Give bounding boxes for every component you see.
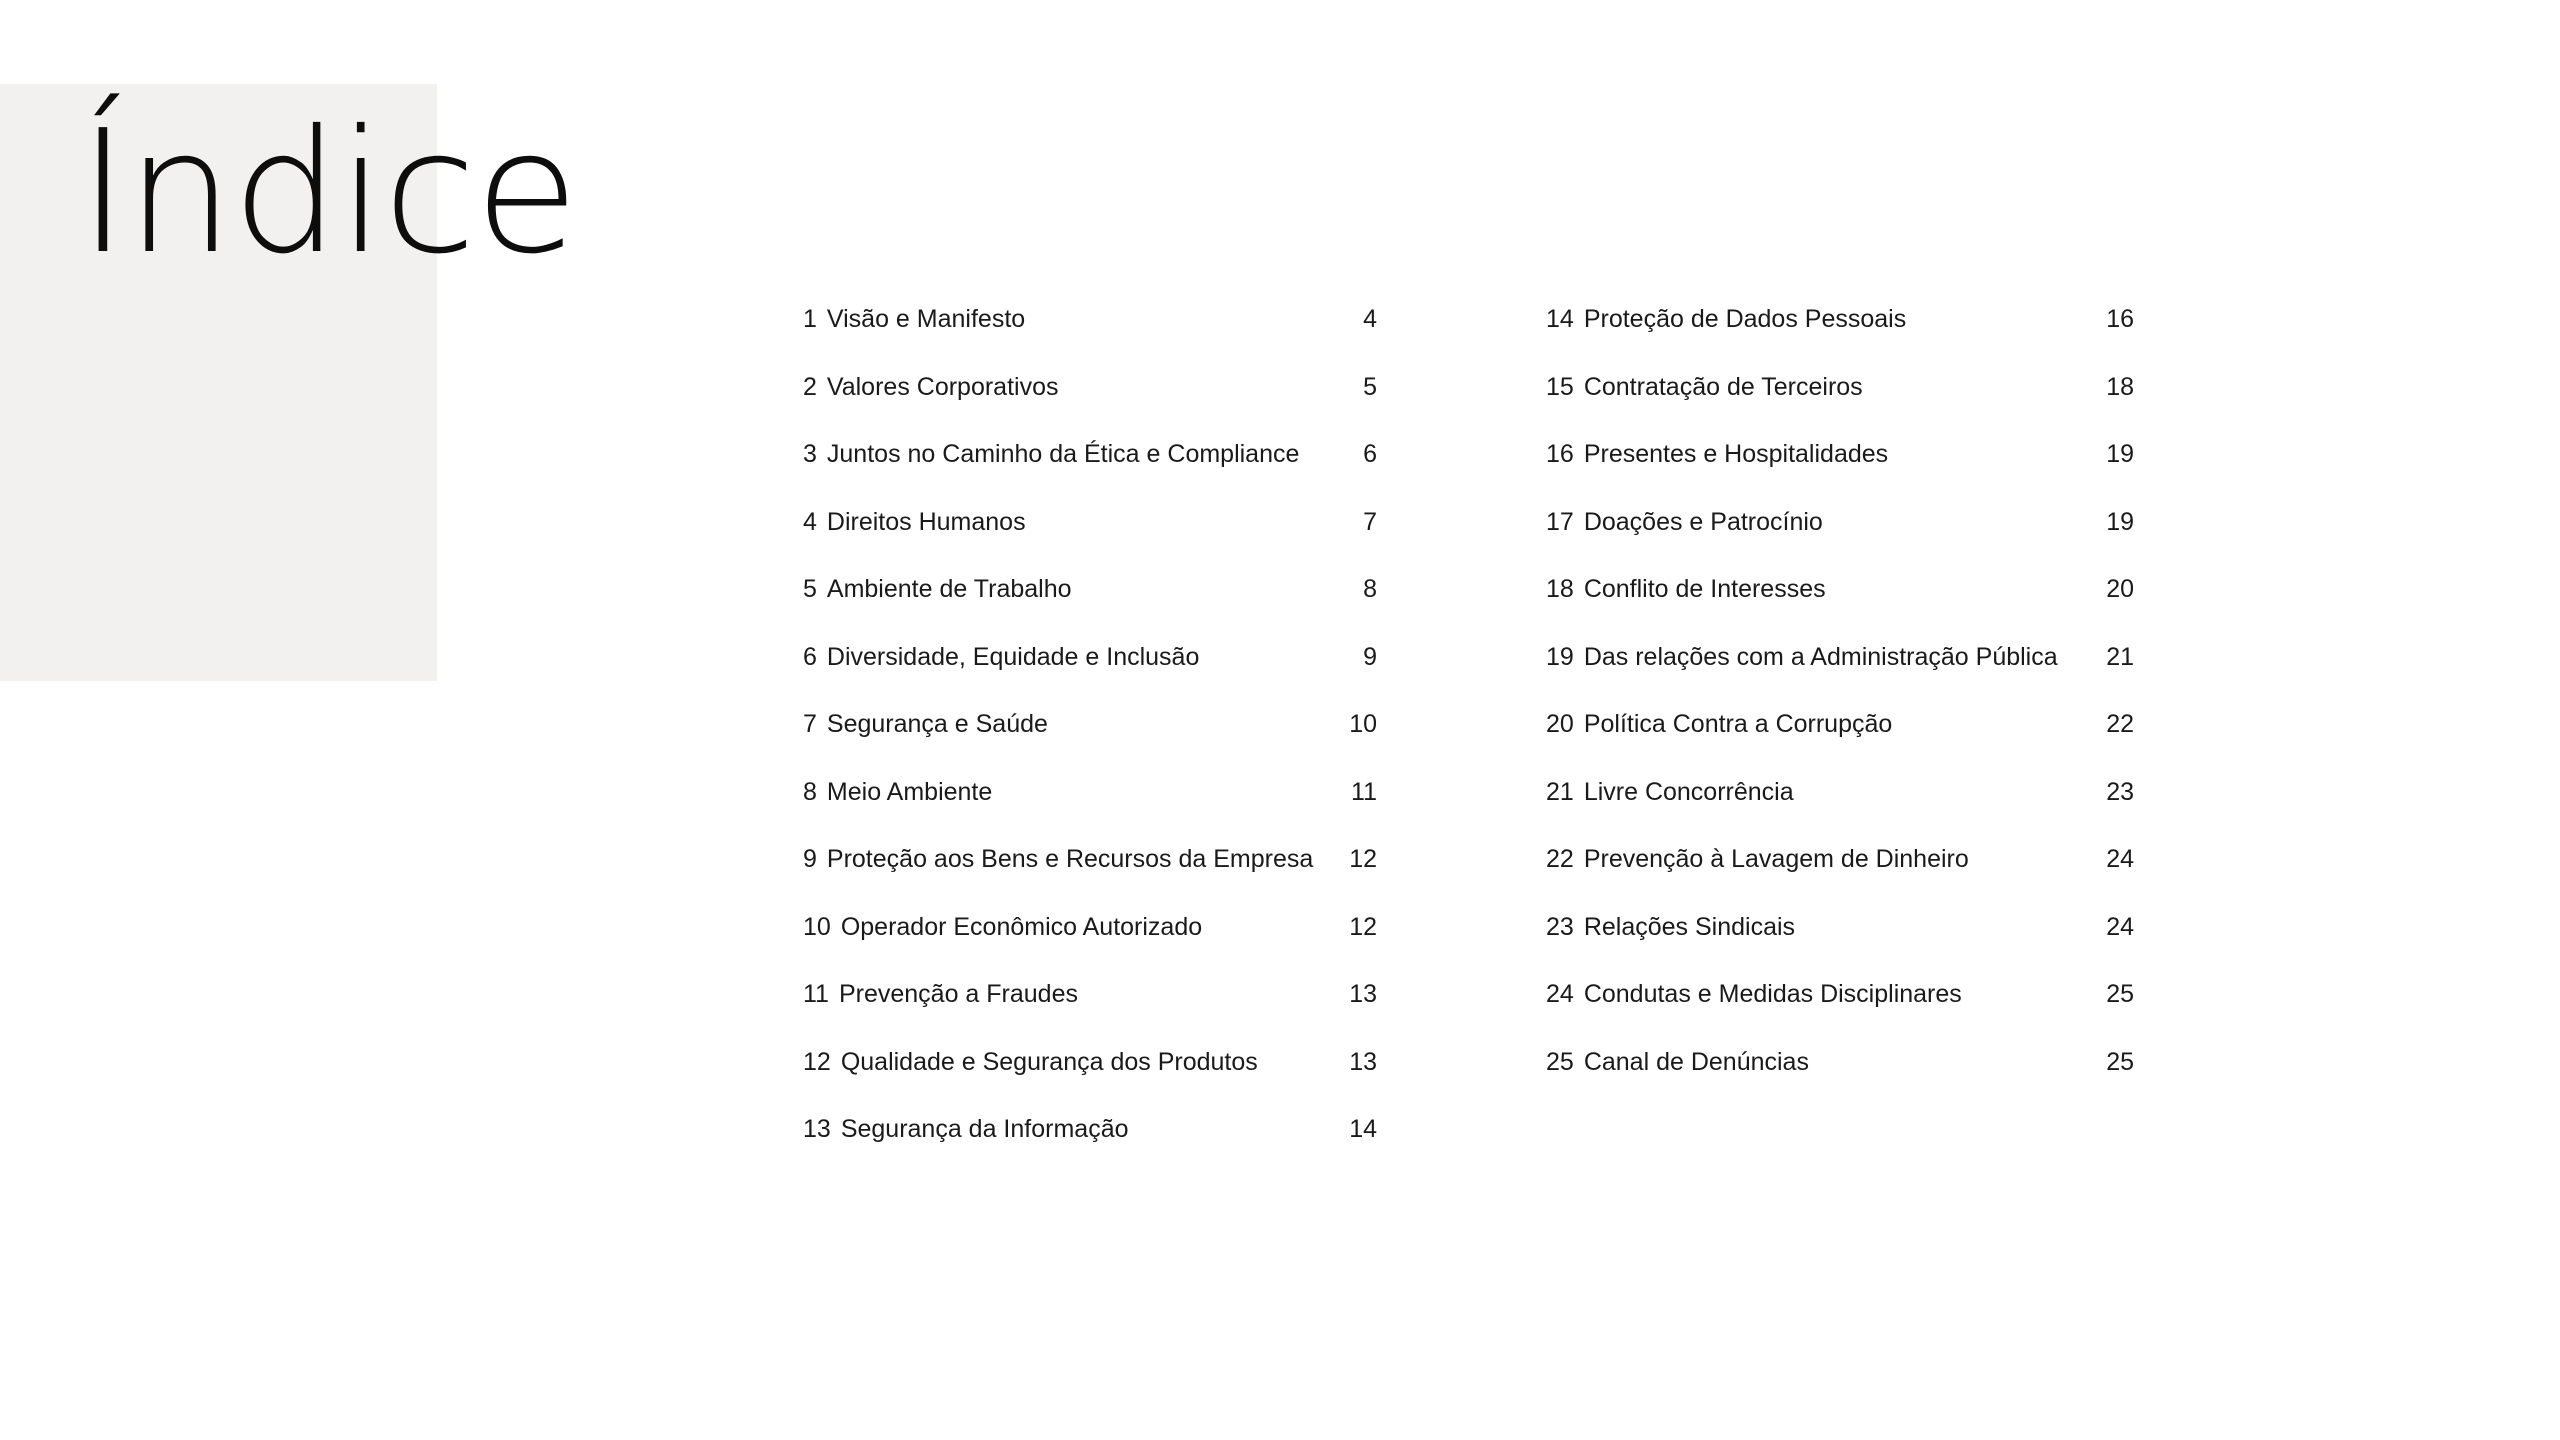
toc-entry[interactable] — [1546, 759, 2134, 827]
toc-entry-page: 24 — [2106, 845, 2134, 874]
toc-entry-label — [1546, 982, 1962, 1007]
toc-entry-label — [803, 507, 1026, 536]
toc-entry[interactable] — [1546, 354, 2134, 422]
toc-entry-label — [803, 982, 1078, 1007]
toc-entry[interactable] — [1546, 624, 2134, 692]
toc-entry-page: 19 — [2106, 507, 2134, 536]
toc-entry-number: 13 — [803, 1115, 831, 1144]
toc-entry-number: 5 — [803, 575, 817, 604]
toc-entry-page: 13 — [1349, 1047, 1377, 1076]
toc-entry-label — [1546, 847, 1969, 872]
toc-entry-number: 9 — [803, 845, 817, 874]
toc-entry-page: 23 — [2106, 777, 2134, 806]
toc-entry[interactable] — [1546, 1029, 2134, 1097]
toc-entry-text: Ambiente de Trabalho — [826, 575, 1072, 604]
toc-entry-number: 7 — [803, 710, 817, 739]
toc-entry-number: 23 — [1546, 912, 1574, 941]
toc-entry-page: 10 — [1349, 710, 1377, 739]
toc-entry-number: 15 — [1546, 372, 1574, 401]
toc-entry-text: Livre Concorrência — [1583, 777, 1794, 806]
toc-entry[interactable] — [1546, 286, 2134, 354]
toc-entry-page: 18 — [2106, 372, 2134, 401]
toc-entry-label — [803, 712, 1048, 737]
toc-entry[interactable] — [1546, 421, 2134, 489]
toc-entry-page: 7 — [1363, 507, 1377, 536]
toc-entry-number: 25 — [1546, 1047, 1574, 1076]
toc-entry-page: 5 — [1363, 372, 1377, 401]
toc-entry-label — [803, 912, 1203, 941]
toc-entry-label — [1546, 642, 2058, 671]
toc-entry[interactable] — [803, 354, 1377, 422]
toc-entry-text: Contratação de Terceiros — [1583, 372, 1863, 401]
toc-entry-page: 21 — [2106, 642, 2134, 671]
toc-entry-page: 20 — [2106, 575, 2134, 604]
toc-entry-label — [803, 642, 1200, 671]
toc-right-column — [1546, 286, 2134, 1096]
toc-entry-text: Proteção de Dados Pessoais — [1583, 305, 1907, 334]
toc-entry-number: 24 — [1546, 980, 1574, 1009]
toc-entry-label — [1546, 307, 1906, 332]
toc-entry-page: 16 — [2106, 305, 2134, 334]
toc-entry-text: Direitos Humanos — [826, 507, 1026, 536]
toc-entry-number: 17 — [1546, 507, 1574, 536]
toc-entry-number: 16 — [1546, 440, 1574, 469]
toc-entry-label — [803, 1047, 1258, 1076]
toc-entry-text: Diversidade, Equidade e Inclusão — [826, 642, 1200, 671]
toc-entry-label — [1546, 777, 1794, 806]
toc-entry[interactable] — [803, 1096, 1377, 1164]
toc-entry-text: Juntos no Caminho da Ética e Compliance — [826, 440, 1300, 469]
toc-entry-number: 2 — [803, 372, 817, 401]
toc-entry[interactable] — [803, 759, 1377, 827]
toc-entry-number: 21 — [1546, 777, 1574, 806]
toc-entry-label — [1546, 912, 1796, 941]
toc-entry-text: Meio Ambiente — [826, 777, 993, 806]
toc-entry[interactable] — [1546, 691, 2134, 759]
toc-entry-text: Conflito de Interesses — [1583, 575, 1826, 604]
toc-entry-text: Política Contra a Corrupção — [1583, 710, 1893, 739]
toc-entry-page: 25 — [2106, 1047, 2134, 1076]
toc-entry-label — [1546, 577, 1826, 602]
toc-entry[interactable] — [803, 286, 1377, 354]
toc-entry[interactable] — [803, 1029, 1377, 1097]
toc-entry-text: Relações Sindicais — [1583, 912, 1796, 941]
toc-entry-page: 6 — [1363, 440, 1377, 469]
toc-entry[interactable] — [803, 894, 1377, 962]
toc-entry-text: Das relações com a Administração Pública — [1583, 642, 2058, 671]
toc-entry-number: 10 — [803, 912, 831, 941]
toc-entry-number: 12 — [803, 1047, 831, 1076]
toc-entry-number: 22 — [1546, 845, 1574, 874]
toc-entry-number: 18 — [1546, 575, 1574, 604]
toc-entry-text: Segurança e Saúde — [826, 710, 1048, 739]
toc-entry-label — [1546, 442, 1888, 467]
toc-entry[interactable] — [803, 489, 1377, 557]
toc-entry-page: 25 — [2106, 980, 2134, 1009]
toc-entry-number: 3 — [803, 440, 817, 469]
toc-entry-text: Prevenção a Fraudes — [838, 980, 1078, 1009]
toc-entry-label — [1546, 712, 1892, 737]
toc-entry[interactable] — [1546, 826, 2134, 894]
toc-left-column — [803, 286, 1377, 1164]
toc-entry-number: 20 — [1546, 710, 1574, 739]
toc-entry-label — [803, 1117, 1129, 1142]
toc-entry-label — [1546, 507, 1823, 536]
page-title: Índice — [78, 94, 578, 292]
toc-entry[interactable] — [803, 691, 1377, 759]
toc-entry-page: 4 — [1363, 305, 1377, 334]
toc-entry[interactable] — [803, 624, 1377, 692]
toc-entry-number: 4 — [803, 507, 817, 536]
toc-entry-text: Segurança da Informação — [840, 1115, 1129, 1144]
toc-entry-label — [1546, 1047, 1809, 1076]
toc-entry-text: Proteção aos Bens e Recursos da Empresa — [826, 845, 1314, 874]
toc-entry[interactable] — [1546, 556, 2134, 624]
toc-entry-label — [803, 307, 1025, 332]
toc-entry-label — [803, 847, 1313, 872]
toc-entry-page: 11 — [1351, 777, 1377, 806]
toc-entry-number: 6 — [803, 642, 817, 671]
toc-entry-text: Visão e Manifesto — [826, 305, 1026, 334]
toc-entry[interactable] — [803, 556, 1377, 624]
toc-entry-text: Prevenção à Lavagem de Dinheiro — [1583, 845, 1969, 874]
toc-entry-page: 22 — [2106, 710, 2134, 739]
toc-entry-number: 8 — [803, 777, 817, 806]
toc-entry-page: 19 — [2106, 440, 2134, 469]
toc-entry-label — [1546, 372, 1863, 401]
toc-entry-page: 8 — [1363, 575, 1377, 604]
toc-entry[interactable] — [803, 421, 1377, 489]
toc-entry-label — [803, 442, 1299, 467]
toc-entry-text: Valores Corporativos — [826, 372, 1059, 401]
toc-entry-text: Operador Econômico Autorizado — [840, 912, 1203, 941]
toc-entry-page: 9 — [1363, 642, 1377, 671]
toc-entry-text: Canal de Denúncias — [1583, 1047, 1809, 1076]
toc-entry-number: 11 — [803, 980, 829, 1009]
toc-entry-label — [803, 577, 1072, 602]
toc-entry-page: 12 — [1349, 912, 1377, 941]
toc-entry-page: 13 — [1349, 980, 1377, 1009]
toc-entry-text: Condutas e Medidas Disciplinares — [1583, 980, 1962, 1009]
toc-entry-page: 12 — [1349, 845, 1377, 874]
toc-entry[interactable] — [1546, 489, 2134, 557]
toc-entry[interactable] — [803, 961, 1377, 1029]
toc-entry[interactable] — [803, 826, 1377, 894]
toc-entry-number: 19 — [1546, 642, 1574, 671]
toc-entry[interactable] — [1546, 961, 2134, 1029]
toc-entry-label — [803, 777, 993, 806]
toc-entry-text: Doações e Patrocínio — [1583, 507, 1823, 536]
toc-entry-page: 24 — [2106, 912, 2134, 941]
toc-entry[interactable] — [1546, 894, 2134, 962]
toc-entry-text: Presentes e Hospitalidades — [1583, 440, 1889, 469]
toc-entry-label — [803, 372, 1059, 401]
toc-entry-number: 1 — [803, 305, 817, 334]
toc-entry-page: 14 — [1349, 1115, 1377, 1144]
toc-entry-number: 14 — [1546, 305, 1574, 334]
toc-entry-text: Qualidade e Segurança dos Produtos — [840, 1047, 1258, 1076]
